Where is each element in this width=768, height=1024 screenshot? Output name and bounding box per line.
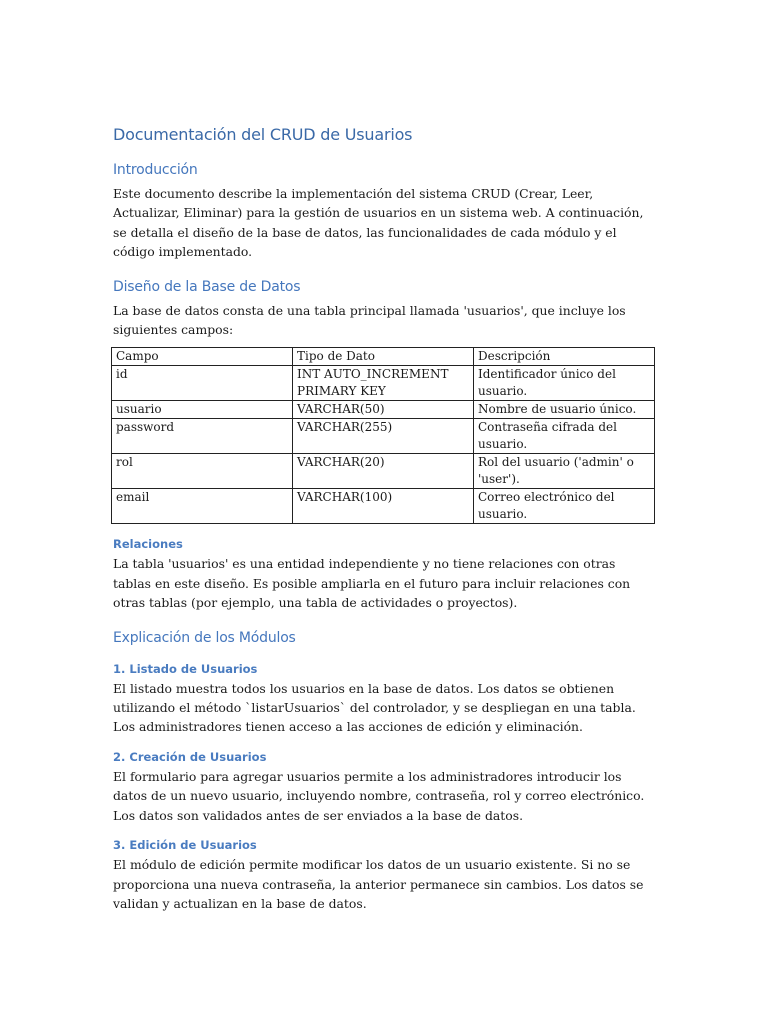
table-cell: rol — [112, 454, 293, 489]
module-creacion-heading: 2. Creación de Usuarios — [113, 749, 267, 764]
relations-paragraph: La tabla 'usuarios' es una entidad independiente y no tiene relaciones con otras tablas en este diseño. Es posible ampliarla en el futuro para incluir relaciones con otras tablas (por ejemplo, una tabla de actividades o proyectos). — [113, 556, 631, 611]
db-design-paragraph: La base de datos consta de una tabla principal llamada 'usuarios', que incluye los siguientes campos: — [113, 302, 626, 338]
table-row — [112, 366, 655, 401]
table-header-row — [112, 348, 655, 366]
table-cell: Rol del usuario ('admin' o 'user'). — [474, 454, 655, 489]
table-cell: VARCHAR(50) — [293, 401, 474, 419]
table-header-cell: Campo — [112, 348, 293, 366]
table-cell: email — [112, 489, 293, 524]
table-cell: Identificador único del usuario. — [474, 366, 655, 401]
module-edicion-heading: 3. Edición de Usuarios — [113, 838, 257, 853]
modules-heading: Explicación de los Módulos — [113, 629, 296, 646]
module-listado-heading: 1. Listado de Usuarios — [113, 661, 258, 676]
table-row — [112, 419, 655, 454]
document-title: Documentación del CRUD de Usuarios — [113, 125, 413, 144]
table-row — [112, 454, 655, 489]
table-cell: id — [112, 366, 293, 401]
table-cell: Correo electrónico del usuario. — [474, 489, 655, 524]
module-edicion-paragraph: El módulo de edición permite modificar los datos de un usuario existente. Si no se proporciona una nueva contraseña, la anterior permanece sin cambios. Los datos se validan y actualizan en la base de datos. — [113, 857, 644, 911]
table-cell: Nombre de usuario único. — [474, 401, 655, 419]
fields-table — [111, 347, 655, 524]
table-header-cell: Tipo de Dato — [293, 348, 474, 366]
module-listado-paragraph: El listado muestra todos los usuarios en la base de datos. Los datos se obtienen utilizando el método `listarUsuarios` del controlador, y se despliegan en una tabla. Los administradores tienen acceso a las acciones de edición y eliminación. — [113, 680, 636, 735]
document-page — [113, 122, 653, 913]
intro-heading: Introducción — [113, 162, 198, 178]
table-cell: INT AUTO_INCREMENT PRIMARY KEY — [293, 366, 474, 401]
module-creacion-paragraph: El formulario para agregar usuarios permite a los administradores introducir los datos de un nuevo usuario, incluyendo nombre, contraseña, rol y correo electrónico. Los datos son validados antes de ser enviados a la base de datos. — [113, 768, 645, 823]
table-cell: password — [112, 419, 293, 454]
db-design-heading: Diseño de la Base de Datos — [113, 278, 301, 295]
table-cell: Contraseña cifrada del usuario. — [474, 419, 655, 454]
table-row — [112, 401, 655, 419]
table-cell: VARCHAR(20) — [293, 454, 474, 489]
table-cell: VARCHAR(100) — [293, 489, 474, 524]
table-header-cell: Descripción — [474, 348, 655, 366]
table-cell: usuario — [112, 401, 293, 419]
table-row — [112, 489, 655, 524]
relations-heading: Relaciones — [113, 537, 183, 552]
intro-paragraph: Este documento describe la implementación del sistema CRUD (Crear, Leer, Actualizar, Eliminar) para la gestión de usuarios en un sistema web. A continuación, se detalla el diseño de la base de datos, las funcionalidades de cada módulo y el código implementado. — [113, 186, 644, 260]
table-cell: VARCHAR(255) — [293, 419, 474, 454]
